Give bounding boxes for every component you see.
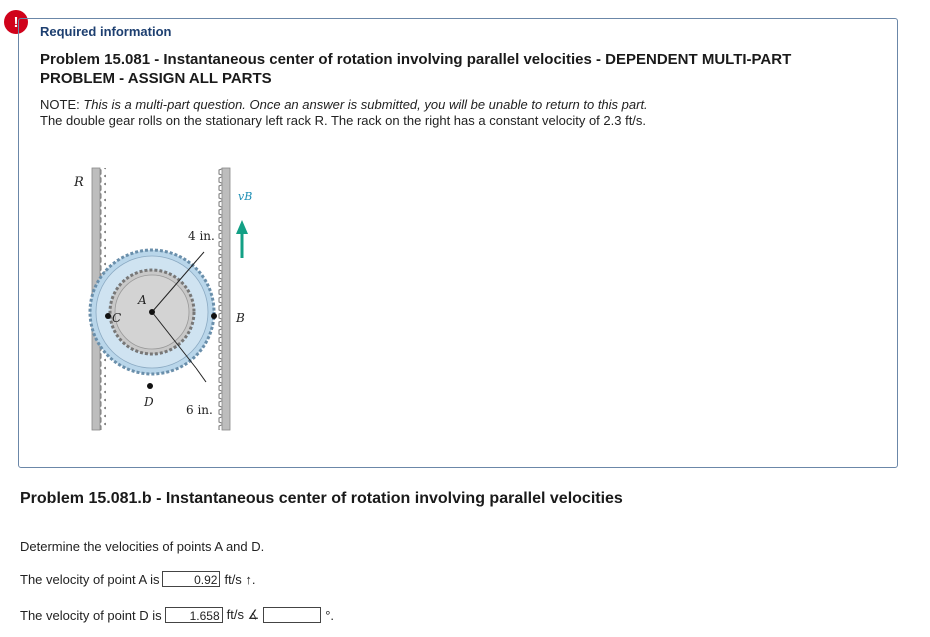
velocity-a-row [20, 571, 256, 587]
note-text: This is a multi-part question. Once an answer is submitted, you will be unable to return to this part. [83, 97, 648, 112]
note-lead: NOTE: [40, 97, 84, 112]
label-6in: 6 in. [186, 403, 213, 417]
problem-title: Problem 15.081 - Instantaneous center of rotation involving parallel velocities - DEPENDENT MULTI-PART PROBLEM - ASSIGN ALL PARTS [40, 51, 792, 87]
velocity-d-prefix: The velocity of point D is [20, 607, 162, 623]
velocity-d-angle-input[interactable] [263, 607, 321, 623]
point-A-marker [149, 309, 155, 315]
velocity-a-unit: ft/s ↑. [224, 571, 256, 587]
velocity-d-unit: ft/s ∡ [226, 607, 260, 622]
label-R: R [74, 175, 84, 190]
label-B: B [236, 311, 245, 325]
velocity-a-input[interactable]: 0.92 [162, 571, 220, 587]
alert-icon: ! [4, 10, 28, 34]
right-rack [216, 168, 230, 430]
instruction: Determine the velocities of points A and D. [20, 539, 265, 554]
label-A: A [138, 293, 147, 307]
velocity-a-prefix: The velocity of point A is [20, 571, 160, 587]
point-C-marker [105, 313, 111, 319]
velocity-d-row [20, 607, 334, 623]
velocity-d-input[interactable]: 1.658 [165, 607, 223, 623]
label-vB: vB [238, 190, 253, 203]
label-4in: 4 in. [188, 229, 215, 243]
required-information-heading: Required information [40, 24, 172, 39]
label-D: D [144, 395, 154, 409]
point-D-marker [147, 383, 153, 389]
problem-description: The double gear rolls on the stationary left rack R. The rack on the right has a constant velocity of 2.3 ft/s. [40, 113, 647, 128]
point-B-marker [211, 313, 217, 319]
part-title: Problem 15.081.b - Instantaneous center of rotation involving parallel velocities [20, 490, 623, 507]
degree-suffix: °. [325, 607, 335, 623]
label-C: C [112, 311, 122, 325]
note [40, 97, 648, 113]
gear-figure [56, 160, 266, 432]
